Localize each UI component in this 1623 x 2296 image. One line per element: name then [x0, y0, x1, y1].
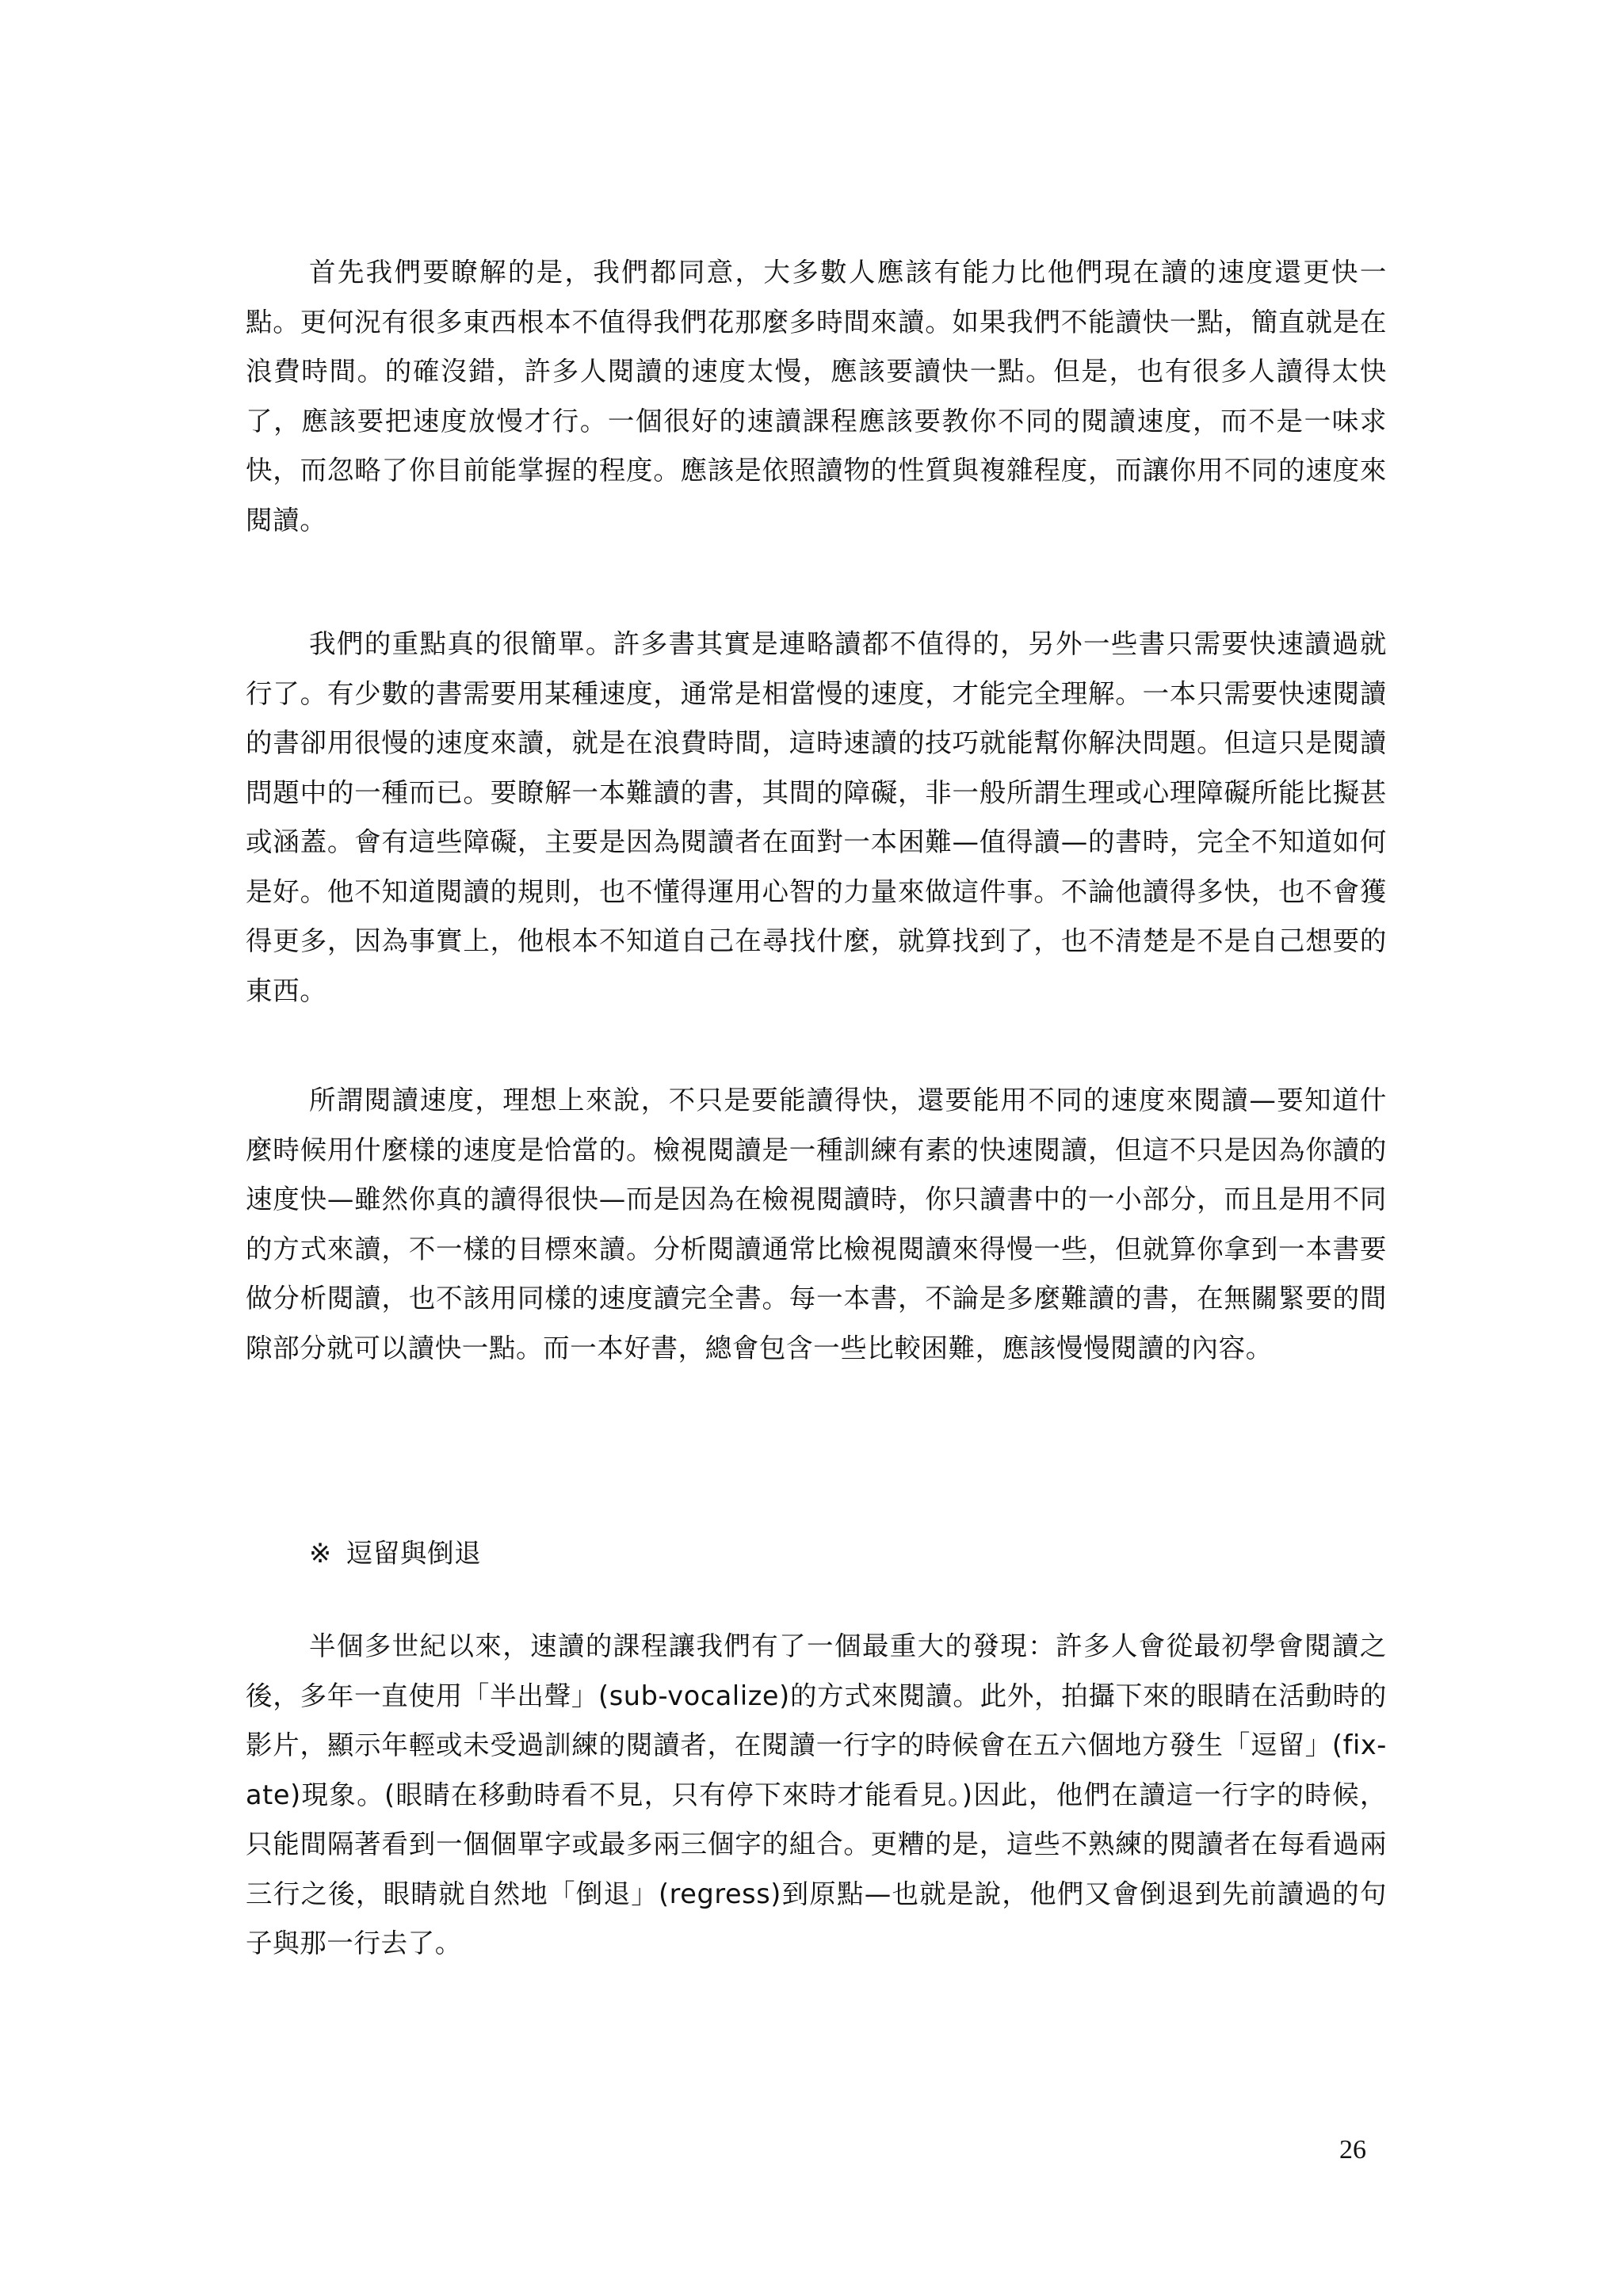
page-number: 26 — [1339, 2135, 1366, 2164]
paragraph-fixation-regression: 半個多世紀以來，速讀的課程讓我們有了一個最重大的發現：許多人會從最初學會閱讀之後，多年一直使用「半出聲」(sub-vocalize)的方式來閱讀。此外，拍攝下來的眼睛在活動時的影片，顯示年輕或未受過訓練的閱讀者，在閱讀一行字的時候會在五六個地方發生「逗留」(fix-ate)現象。(眼睛在移動時看不見，只有停下來時才能看見。)因此，他們在讀這一行字的時候，只能間隔著看到一個個單字或最多兩三個字的組合。更糟的是，這些不熟練的閱讀者在每看過兩三行之後，眼睛就自然地「倒退」(regress)到原點—也就是說，他們又會倒退到先前讀過的句子與那一行去了。 — [246, 1630, 1387, 1958]
paragraph-reading-speed-intro: 首先我們要瞭解的是，我們都同意，大多數人應該有能力比他們現在讀的速度還更快一點。更何況有很多東西根本不值得我們花那麼多時間來讀。如果我們不能讀快一點，簡直就是在浪費時間。的確沒錯，許多人閱讀的速度太慢，應該要讀快一點。但是，也有很多人讀得太快了，應該要把速度放慢才行。一個很好的速讀課程應該要教你不同的閱讀速度，而不是一味求快，而忽略了你目前能掌握的程度。應該是依照讀物的性質與複雜程度，而讓你用不同的速度來閱讀。 — [246, 257, 1387, 536]
paragraph-key-point: 我們的重點真的很簡單。許多書其實是連略讀都不值得的，另外一些書只需要快速讀過就行了。有少數的書需要用某種速度，通常是相當慢的速度，才能完全理解。一本只需要快速閱讀的書卻用很慢的速度來讀，就是在浪費時間，這時速讀的技巧就能幫你解決問題。但這只是閱讀問題中的一種而已。要瞭解一本難讀的書，其間的障礙，非一般所謂生理或心理障礙所能比擬甚或涵蓋。會有這些障礙，主要是因為閱讀者在面對一本困難—值得讀—的書時，完全不知道如何是好。他不知道閱讀的規則，也不懂得運用心智的力量來做這件事。不論他讀得多快，也不會獲得更多，因為事實上，他根本不知道自己在尋找什麼，就算找到了，也不清楚是不是自己想要的東西。 — [246, 628, 1387, 1006]
reference-mark-icon: ※ — [309, 1538, 332, 1569]
section-heading — [309, 1529, 481, 1579]
section-heading-title: 逗留與倒退 — [346, 1538, 482, 1569]
paragraph-reading-speed-ideal: 所謂閱讀速度，理想上來說，不只是要能讀得快，還要能用不同的速度來閱讀—要知道什麼時候用什麼樣的速度是恰當的。檢視閱讀是一種訓練有素的快速閱讀，但這不只是因為你讀的速度快—雖然你真的讀得很快—而是因為在檢視閱讀時，你只讀書中的一小部分，而且是用不同的方式來讀，不一樣的目標來讀。分析閱讀通常比檢視閱讀來得慢一些，但就算你拿到一本書要做分析閱讀，也不該用同樣的速度讀完全書。每一本書，不論是多麼難讀的書，在無關緊要的間隙部分就可以讀快一點。而一本好書，總會包含一些比較困難，應該慢慢閱讀的內容。 — [246, 1085, 1387, 1363]
